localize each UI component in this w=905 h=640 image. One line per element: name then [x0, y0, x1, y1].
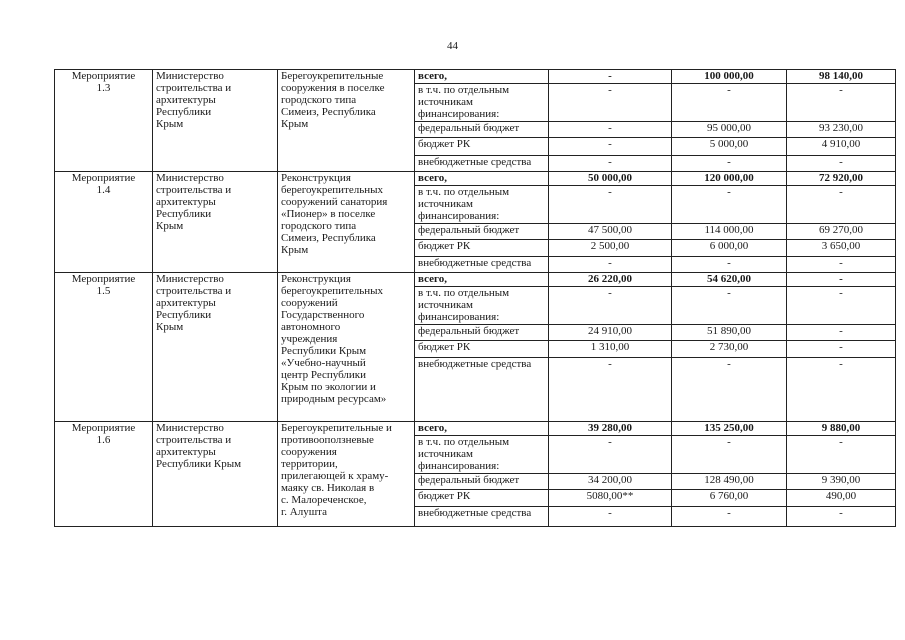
value-cell-year1: -: [549, 84, 672, 122]
object-cell: Берегоукрепительные и противооползневые сооружения территории, прилегающей к храму- маяку св. Николая в с. Малореченское, г. Алушта: [278, 422, 415, 527]
value-cell-year2: -: [672, 507, 787, 527]
event-label: Мероприятие 1.3: [55, 70, 153, 172]
source-cell: всего,: [415, 273, 549, 287]
source-cell: внебюджетные средства: [415, 507, 549, 527]
value-cell-year2: 6 000,00: [672, 240, 787, 257]
value-cell-year2: -: [672, 358, 787, 422]
executor-cell: Министерство строительства и архитектуры Республики Крым: [153, 172, 278, 273]
value-cell-year3: 4 910,00: [787, 138, 896, 156]
value-cell-year3: -: [787, 156, 896, 172]
source-cell: бюджет РК: [415, 138, 549, 156]
object-cell: Берегоукрепительные сооружения в поселке городского типа Симеиз, Республика Крым: [278, 70, 415, 172]
executor-cell: Министерство строительства и архитектуры Республики Крым: [153, 70, 278, 172]
value-cell-year2: 54 620,00: [672, 273, 787, 287]
value-cell-year3: 98 140,00: [787, 70, 896, 84]
value-cell-year3: 69 270,00: [787, 224, 896, 240]
source-cell: внебюджетные средства: [415, 358, 549, 422]
value-cell-year3: 93 230,00: [787, 122, 896, 138]
value-cell-year1: -: [549, 156, 672, 172]
source-cell: бюджет РК: [415, 341, 549, 358]
source-cell: всего,: [415, 70, 549, 84]
value-cell-year2: 5 000,00: [672, 138, 787, 156]
source-cell: внебюджетные средства: [415, 156, 549, 172]
value-cell-year2: 128 490,00: [672, 474, 787, 490]
value-cell-year1: 47 500,00: [549, 224, 672, 240]
value-cell-year1: -: [549, 122, 672, 138]
executor-cell: Министерство строительства и архитектуры Республики Крым: [153, 273, 278, 422]
value-cell-year3: -: [787, 287, 896, 325]
source-cell: бюджет РК: [415, 240, 549, 257]
source-cell: федеральный бюджет: [415, 122, 549, 138]
event-block-1-6: [55, 422, 896, 527]
value-cell-year1: 5080,00**: [549, 490, 672, 507]
value-cell-year3: 9 390,00: [787, 474, 896, 490]
value-cell-year2: 51 890,00: [672, 325, 787, 341]
value-cell-year1: 39 280,00: [549, 422, 672, 436]
financing-table: [54, 69, 896, 527]
value-cell-year3: -: [787, 358, 896, 422]
event-block-1-4: [55, 172, 896, 273]
value-cell-year2: -: [672, 186, 787, 224]
value-cell-year1: 2 500,00: [549, 240, 672, 257]
value-cell-year2: 120 000,00: [672, 172, 787, 186]
value-cell-year3: -: [787, 507, 896, 527]
value-cell-year1: -: [549, 70, 672, 84]
value-cell-year2: -: [672, 84, 787, 122]
value-cell-year3: -: [787, 436, 896, 474]
value-cell-year2: 6 760,00: [672, 490, 787, 507]
value-cell-year2: 95 000,00: [672, 122, 787, 138]
value-cell-year3: -: [787, 273, 896, 287]
value-cell-year2: -: [672, 287, 787, 325]
event-label: Мероприятие 1.5: [55, 273, 153, 422]
value-cell-year2: 100 000,00: [672, 70, 787, 84]
value-cell-year3: 3 650,00: [787, 240, 896, 257]
event-label: Мероприятие 1.4: [55, 172, 153, 273]
source-cell: федеральный бюджет: [415, 224, 549, 240]
value-cell-year1: -: [549, 358, 672, 422]
value-cell-year1: -: [549, 436, 672, 474]
value-cell-year2: 135 250,00: [672, 422, 787, 436]
value-cell-year1: 50 000,00: [549, 172, 672, 186]
value-cell-year1: 34 200,00: [549, 474, 672, 490]
event-block-1-5: [55, 273, 896, 422]
value-cell-year1: 24 910,00: [549, 325, 672, 341]
source-cell: в т.ч. по отдельным источникам финансирования:: [415, 436, 549, 474]
value-cell-year1: -: [549, 287, 672, 325]
value-cell-year3: 490,00: [787, 490, 896, 507]
value-cell-year1: -: [549, 138, 672, 156]
source-cell: всего,: [415, 422, 549, 436]
source-cell: в т.ч. по отдельным источникам финансирования:: [415, 287, 549, 325]
value-cell-year1: 26 220,00: [549, 273, 672, 287]
executor-cell: Министерство строительства и архитектуры Республики Крым: [153, 422, 278, 527]
value-cell-year2: -: [672, 156, 787, 172]
event-label: Мероприятие 1.6: [55, 422, 153, 527]
value-cell-year1: -: [549, 186, 672, 224]
object-cell: Реконструкция берегоукрепительных сооружений санатория «Пионер» в поселке городского типа Симеиз, Республика Крым: [278, 172, 415, 273]
value-cell-year2: 114 000,00: [672, 224, 787, 240]
event-block-1-3: [55, 70, 896, 172]
source-cell: бюджет РК: [415, 490, 549, 507]
source-cell: в т.ч. по отдельным источникам финансирования:: [415, 84, 549, 122]
value-cell-year3: -: [787, 341, 896, 358]
value-cell-year2: 2 730,00: [672, 341, 787, 358]
source-cell: в т.ч. по отдельным источникам финансирования:: [415, 186, 549, 224]
object-cell: Реконструкция берегоукрепительных сооружений Государственного автономного учреждения Республики Крым «Учебно-научный центр Республики Крым по экологии и природным ресурсам»: [278, 273, 415, 422]
value-cell-year3: 9 880,00: [787, 422, 896, 436]
value-cell-year2: -: [672, 257, 787, 273]
value-cell-year1: -: [549, 257, 672, 273]
value-cell-year3: -: [787, 325, 896, 341]
source-cell: внебюджетные средства: [415, 257, 549, 273]
value-cell-year2: -: [672, 436, 787, 474]
source-cell: федеральный бюджет: [415, 474, 549, 490]
page-number: 44: [447, 40, 458, 52]
source-cell: всего,: [415, 172, 549, 186]
value-cell-year3: 72 920,00: [787, 172, 896, 186]
value-cell-year3: -: [787, 84, 896, 122]
source-cell: федеральный бюджет: [415, 325, 549, 341]
value-cell-year3: -: [787, 186, 896, 224]
value-cell-year3: -: [787, 257, 896, 273]
value-cell-year1: 1 310,00: [549, 341, 672, 358]
value-cell-year1: -: [549, 507, 672, 527]
